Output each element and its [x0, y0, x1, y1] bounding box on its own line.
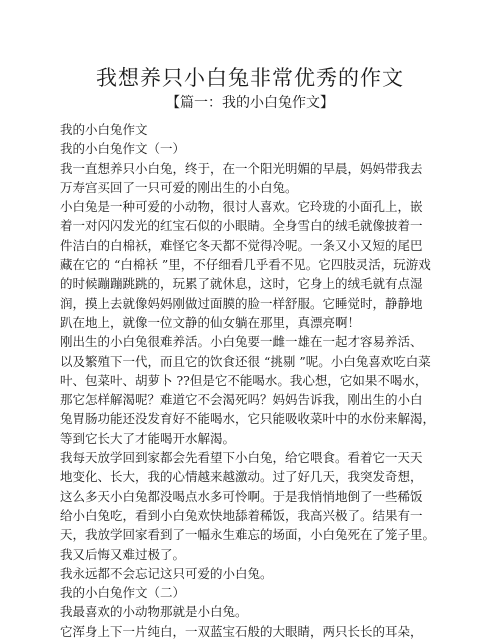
text-line: 地变化、长大，我的心情越来越激动。过了好几天，我突发奇想，	[60, 469, 423, 485]
text-line: 小白兔是一种可爱的小动物，很讨人喜欢。它玲珑的小面孔上，嵌	[60, 199, 423, 215]
text-line: 着一对闪闪发光的红宝石似的小眼睛。全身雪白的绒毛就像披着一	[60, 218, 423, 234]
text-line: 我的小白兔作文（二）	[60, 585, 186, 601]
text-line: 趴在地上，就像一位文静的仙女躺在那里，真漂亮啊！	[60, 314, 361, 330]
document-title: 我想养只小白兔非常优秀的作文	[96, 66, 404, 90]
text-line: 它浑身上下一片纯白，一双蓝宝石般的大眼睛，两只长长的耳朵，	[60, 623, 423, 639]
text-line: 我永远都不会忘记这只可爱的小白兔。	[60, 565, 273, 581]
text-line: 我一直想养只小白兔，终于，在一个阳光明媚的早晨，妈妈带我去	[60, 160, 423, 176]
text-line: 我的小白兔作文（一）	[60, 141, 186, 157]
document-subtitle: 【篇一：我的小白兔作文】	[166, 95, 334, 111]
document-body	[60, 120, 468, 641]
text-line: 件洁白的白棉袄，难怪它冬天都不觉得冷呢。一条又小又短的尾巴	[60, 237, 423, 253]
text-line: 等到它长大了才能喝开水解渴。	[60, 430, 236, 446]
text-line: 给小白兔吃，看到小白兔欢快地舔着稀饭，我高兴极了。结果有一	[60, 507, 423, 523]
text-line: 我又后悔又难过极了。	[60, 546, 186, 562]
text-line: 我最喜欢的小动物那就是小白兔。	[60, 604, 248, 620]
text-line: 的时候蹦蹦跳跳的，玩累了就休息，这时，它身上的绒毛就有点湿	[60, 276, 423, 292]
text-line: 藏在它的 “白棉袄 ”里，不仔细看几乎看不见。它四肢灵活，玩游戏	[60, 257, 431, 273]
text-line: 兔胃肠功能还没发育好不能喝水，它只能吸收菜叶中的水份来解渴，	[60, 411, 436, 427]
text-line: 润，摸上去就像妈妈刚做过面膜的脸一样舒服。它睡觉时，静静地	[60, 295, 423, 311]
text-line: 这么多天小白兔都没喝点水多可怜啊。于是我悄悄地倒了一些稀饭	[60, 488, 423, 504]
text-line: 叶、包菜叶、胡萝卜 ??但是它不能喝水。我心想，它如果不喝水，	[60, 372, 428, 388]
text-line: 我每天放学回到家都会先看望下小白兔，给它喂食。看着它一天天	[60, 450, 423, 466]
text-line: 天，我放学回家看到了一幅永生难忘的场面，小白兔死在了笼子里。	[60, 527, 436, 543]
text-line: 刚出生的小白兔很难养活。小白兔要一雌一雄在一起才容易养活、	[60, 334, 423, 350]
text-line: 以及繁殖下一代，而且它的饮食还很 “挑剔 ”呢。小白兔喜欢吃白菜	[60, 353, 431, 369]
text-line: 我的小白兔作文	[60, 122, 148, 137]
text-line: 万寿宫买回了一只可爱的刚出生的小白兔。	[60, 179, 298, 195]
text-line: 那它怎样解渴呢？难道它不会渴死吗？妈妈告诉我，刚出生的小白	[60, 392, 423, 408]
